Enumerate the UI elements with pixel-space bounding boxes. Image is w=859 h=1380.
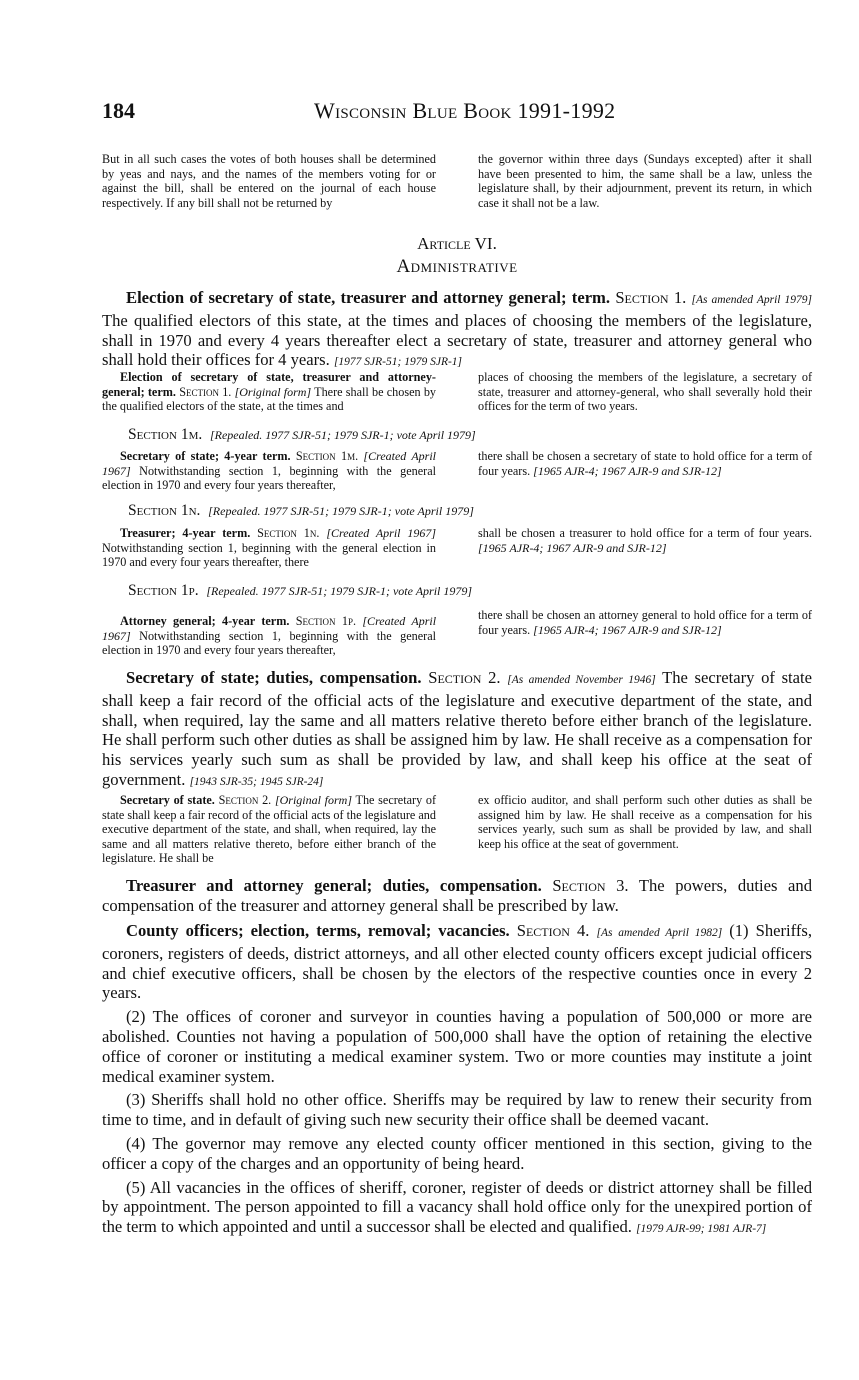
section-1p-left — [102, 614, 436, 658]
section-1p-section: Section 1p. — [295, 614, 357, 628]
section-1p-created: [Created April 1967] — [102, 614, 437, 643]
section-1m-right — [478, 449, 812, 478]
section-2-heading: Secretary of state; duties, compensation. — [126, 668, 422, 687]
section-1n-created: [Created April 1967] — [326, 526, 436, 540]
section-1n-section: Section 1n. — [257, 526, 320, 540]
section-1-original — [102, 370, 812, 420]
section-1m-note: [Repealed. 1977 SJR-51; 1979 SJR-1; vote April 1979] — [209, 428, 476, 442]
section-1n-text: Notwithstanding section 1, beginning with the general election in 1970 and every four years thereafter, there — [102, 540, 436, 570]
article-title: Administrative — [396, 256, 518, 277]
section-4-p5-block — [102, 1178, 812, 1240]
section-1n-label: Section 1n. — [128, 502, 201, 519]
section-1-original-left — [102, 370, 436, 414]
continuation-block — [102, 152, 812, 216]
section-1m-block — [102, 449, 812, 494]
section-4-p2: (2) The offices of coroner and surveyor in counties having a population of 500,000 or more are abolished. Counties not having a population of 500,000 shall have the option of retaining the elective office of coroner or instituting a medical examiner system. Two or more counties may institute a joint medical examiner system. — [102, 1007, 812, 1086]
section-1-original-text: There shall be chosen by the qualified electors of the state, at the times and — [102, 384, 437, 414]
section-3-text: The powers, duties and compensation of the treasurer and attorney general shall be prescribed by law. — [102, 876, 812, 915]
section-1n-block — [102, 526, 812, 571]
section-1n-right — [478, 526, 812, 555]
section-4-heading: County officers; election, terms, removal; vacancies. — [126, 921, 510, 940]
article-number: Article VI. — [417, 234, 497, 253]
section-1m-left — [102, 449, 436, 493]
section-2 — [102, 668, 812, 793]
section-4-p1-block — [102, 921, 812, 1003]
section-4-label: Section 4. — [516, 921, 590, 940]
section-2-original-left — [102, 793, 436, 866]
section-1p-block — [102, 608, 812, 660]
section-1n-cite: [1965 AJR-4; 1967 AJR-9 and SJR-12] — [478, 540, 667, 555]
section-1-original-heading: Election of secretary of state, treasurer and attorney-general; term. — [102, 370, 436, 399]
section-1m-cite: [1965 AJR-4; 1967 AJR-9 and SJR-12] — [533, 463, 722, 478]
section-1-heading: Election of secretary of state, treasurer and attorney general; term. — [126, 288, 611, 307]
section-1p-right — [478, 608, 812, 637]
section-3-heading: Treasurer and attorney general; duties, compensation. — [126, 876, 542, 895]
section-1p-repeal — [128, 582, 812, 600]
section-2-original-heading: Secretary of state. — [120, 793, 215, 807]
section-1m-heading: Secretary of state; 4-year term. — [120, 449, 291, 463]
section-1p-label: Section 1p. — [128, 582, 199, 599]
section-1m-repeal — [128, 426, 812, 444]
section-1m-section: Section 1m. — [295, 449, 359, 463]
section-4-p5: (5) All vacancies in the offices of sheriff, coroner, register of deeds or district attorney shall be filled by appointment. The person appointed to fill a vacancy shall hold office only for the unexpired portion of the term to which appointed and until a successor shall be elected and qualified. — [102, 1177, 812, 1237]
section-1m-created: [Created April 1967] — [102, 449, 437, 478]
section-4-cite: [1979 AJR-99; 1981 AJR-7] — [636, 1223, 767, 1236]
section-1m-label: Section 1m. — [128, 426, 203, 443]
section-1-cite: [1977 SJR-51; 1979 SJR-1] — [333, 356, 463, 369]
section-1m-text: Notwithstanding section 1, beginning with the general election in 1970 and every four years thereafter, — [102, 463, 436, 493]
section-2-cite: [1943 SJR-35; 1945 SJR-24] — [189, 775, 324, 788]
section-2-note: [As amended November 1946] — [507, 674, 656, 686]
section-3-label: Section 3. — [552, 876, 629, 895]
section-1 — [102, 288, 812, 373]
section-4-p4: (4) The governor may remove any elected county officer mentioned in this section, giving to the officer a copy of the charges and an opportunity of being heard. — [102, 1133, 812, 1173]
section-1-note: [As amended April 1979] — [691, 294, 812, 306]
section-1p-right-text: there shall be chosen an attorney general to hold office for a term of four years. — [478, 608, 812, 637]
section-2-text: The secretary of state shall keep a fair record of the official acts of the legislature and executive department of the state, and shall, when required, lay the same and all matters relative thereto before either branch of the legislature. He shall perform such other duties as shall be assigned him by law. He shall receive as a compensation for his services yearly such sum as shall be provided by law, and shall keep his office at the seat of government. — [102, 668, 812, 789]
section-4-note: [As amended April 1982] — [596, 927, 723, 939]
section-1p-note: [Repealed. 1977 SJR-51; 1979 SJR-1; vote April 1979] — [206, 584, 473, 598]
section-1-text: The qualified electors of this state, at the times and places of choosing the members of the legislature, shall in 1970 and every 4 years thereafter elect a secretary of state, treasurer and attorney general who shall hold their offices for 4 years. — [102, 310, 812, 370]
page-number: 184 — [102, 98, 135, 123]
section-1-original-note: [Original form] — [234, 384, 312, 399]
section-2-original — [102, 793, 812, 866]
running-title: Wisconsin Blue Book 1991-1992 — [314, 98, 616, 123]
section-1n-heading: Treasurer; 4-year term. — [120, 526, 251, 540]
section-1p-cite: [1965 AJR-4; 1967 AJR-9 and SJR-12] — [533, 622, 722, 637]
page-header — [102, 98, 812, 132]
section-1n-note: [Repealed. 1977 SJR-51; 1979 SJR-1; vote April 1979] — [208, 504, 474, 518]
continuation-right: the governor within three days (Sundays excepted) after it shall have been presented to him, the same shall be a law, unless the legislature shall, by their adjournment, prevent its return, in which case it shall not be a law. — [478, 152, 812, 210]
section-1p-text: Notwithstanding section 1, beginning with the general election in 1970 and every four years thereafter, — [102, 628, 436, 658]
section-2-original-label: Section 2. — [218, 793, 272, 807]
section-1m-right-text: there shall be chosen a secretary of state to hold office for a term of four years. — [478, 449, 812, 478]
section-1-original-label: Section 1. — [179, 384, 232, 399]
section-1-label: Section 1. — [615, 288, 687, 307]
section-2-original-text: The secretary of state shall keep a fair record of the official acts of the legislature and executive department of the state, and shall, when required, lay the same and all matters relative thereto, before either branch of the legislature. He shall be — [102, 793, 437, 866]
section-2-label: Section 2. — [428, 668, 501, 687]
section-4 — [102, 921, 812, 1240]
continuation-left: But in all such cases the votes of both houses shall be determined by yeas and nays, and the names of the members voting for or against the bill, shall be entered on the journal of each house respectively. If any bill shall not be returned by — [102, 152, 436, 210]
section-1p-heading: Attorney general; 4-year term. — [120, 614, 290, 628]
section-1-original-right: places of choosing the members of the legislature, a secretary of state, treasurer and attorney-general, who shall severally hold their offices for the term of two years. — [478, 370, 812, 414]
section-3 — [102, 876, 812, 916]
section-1n-right-text: shall be chosen a treasurer to hold office for a term of four years. — [478, 526, 812, 540]
section-2-original-right: ex officio auditor, and shall perform such other duties as shall be assigned him by law. He shall receive as a compensation for his services yearly, such sum as shall be provided by law, and shall keep his office at the seat of government. — [478, 793, 812, 851]
section-1n-left — [102, 526, 436, 570]
section-1n-repeal — [128, 502, 812, 520]
section-4-p3: (3) Sheriffs shall hold no other office. Sheriffs may be required by law to renew their security from time to time, and in default of giving such new security their office shall be deemed vacant. — [102, 1090, 812, 1130]
section-2-original-note: [Original form] — [274, 793, 352, 807]
section-4-p1: (1) Sheriffs, coroners, registers of deeds, district attorneys, and all other elected county officers except judicial officers and chief executive officers, shall be chosen by the electors of the respective counties once in every 2 years. — [102, 921, 812, 1003]
